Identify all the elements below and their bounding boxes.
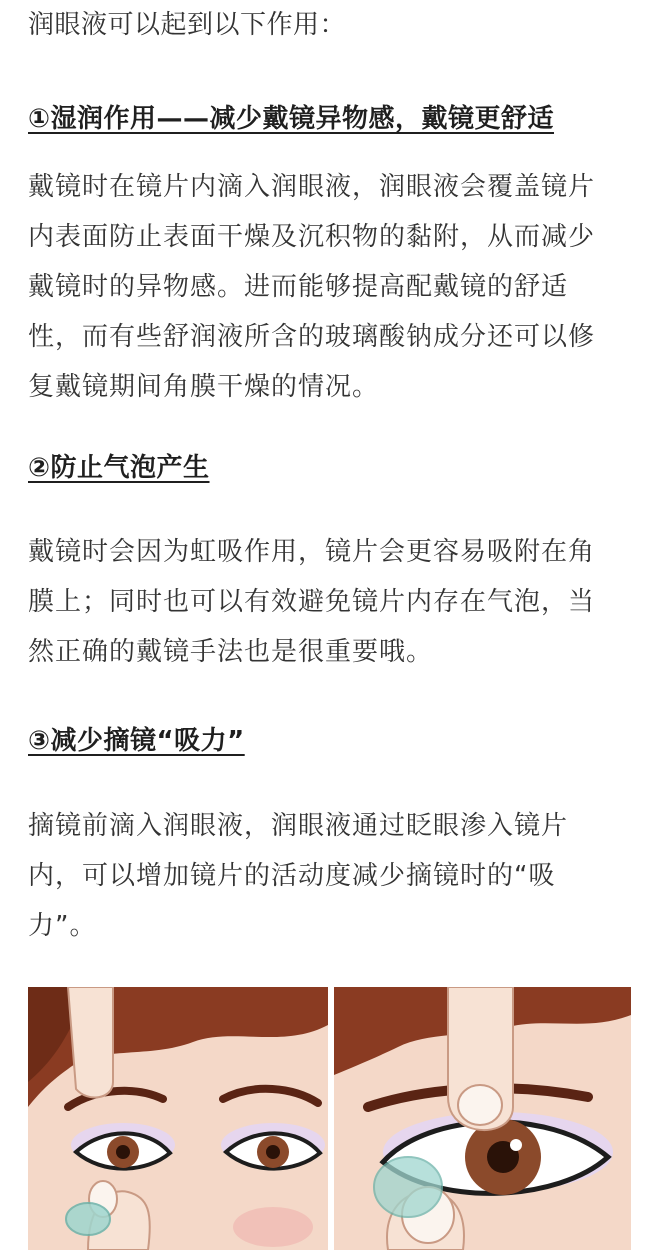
paragraph-line: 摘镜前滴入润眼液，润眼液通过眨眼渗入镜片	[28, 811, 569, 841]
panel-removing-lens	[334, 987, 631, 1250]
paragraph-line: 内，可以增加镜片的活动度减少摘镜时的“吸	[28, 861, 556, 891]
section-3-heading: ③减少摘镜“吸力”	[28, 726, 245, 756]
contact-lens	[66, 1203, 110, 1235]
paragraph-line: 戴镜时会因为虹吸作用，镜片会更容易吸附在角	[28, 537, 596, 567]
section-1-paragraph	[28, 162, 595, 412]
paragraph-line: 性，而有些舒润液所含的玻璃酸钠成分还可以修	[28, 322, 596, 352]
paragraph-line: 力”。	[28, 911, 97, 941]
section-2-paragraph	[28, 527, 595, 677]
contact-lens-closeup	[374, 1157, 442, 1217]
pupil-left	[116, 1145, 130, 1159]
fingernail-top	[458, 1085, 502, 1125]
paragraph-line: 戴镜时在镜片内滴入润眼液，润眼液会覆盖镜片	[28, 172, 596, 202]
paragraph-line: 膜上；同时也可以有效避免镜片内存在气泡，当	[28, 587, 596, 617]
section-2-heading: ②防止气泡产生	[28, 453, 210, 483]
intro-text: 润眼液可以起到以下作用：	[28, 10, 347, 40]
paragraph-line: 然正确的戴镜手法也是很重要哦。	[28, 637, 434, 667]
paragraph-line: 戴镜时的异物感。进而能够提高配戴镜的舒适	[28, 272, 569, 302]
cheek-blush	[233, 1207, 313, 1247]
contact-lens-illustration	[28, 987, 631, 1250]
paragraph-line: 内表面防止表面干燥及沉积物的黏附，从而减少	[28, 222, 596, 252]
eye-highlight	[510, 1139, 522, 1151]
pupil-right	[266, 1145, 280, 1159]
section-3-paragraph	[28, 801, 568, 951]
section-1-heading: ①湿润作用——减少戴镜异物感，戴镜更舒适	[28, 104, 555, 134]
paragraph-line: 复戴镜期间角膜干燥的情况。	[28, 372, 380, 402]
panel-wearing-lens	[28, 987, 328, 1250]
panel-divider	[328, 987, 334, 1250]
illustration-svg	[28, 987, 631, 1250]
finger-top	[68, 987, 113, 1097]
